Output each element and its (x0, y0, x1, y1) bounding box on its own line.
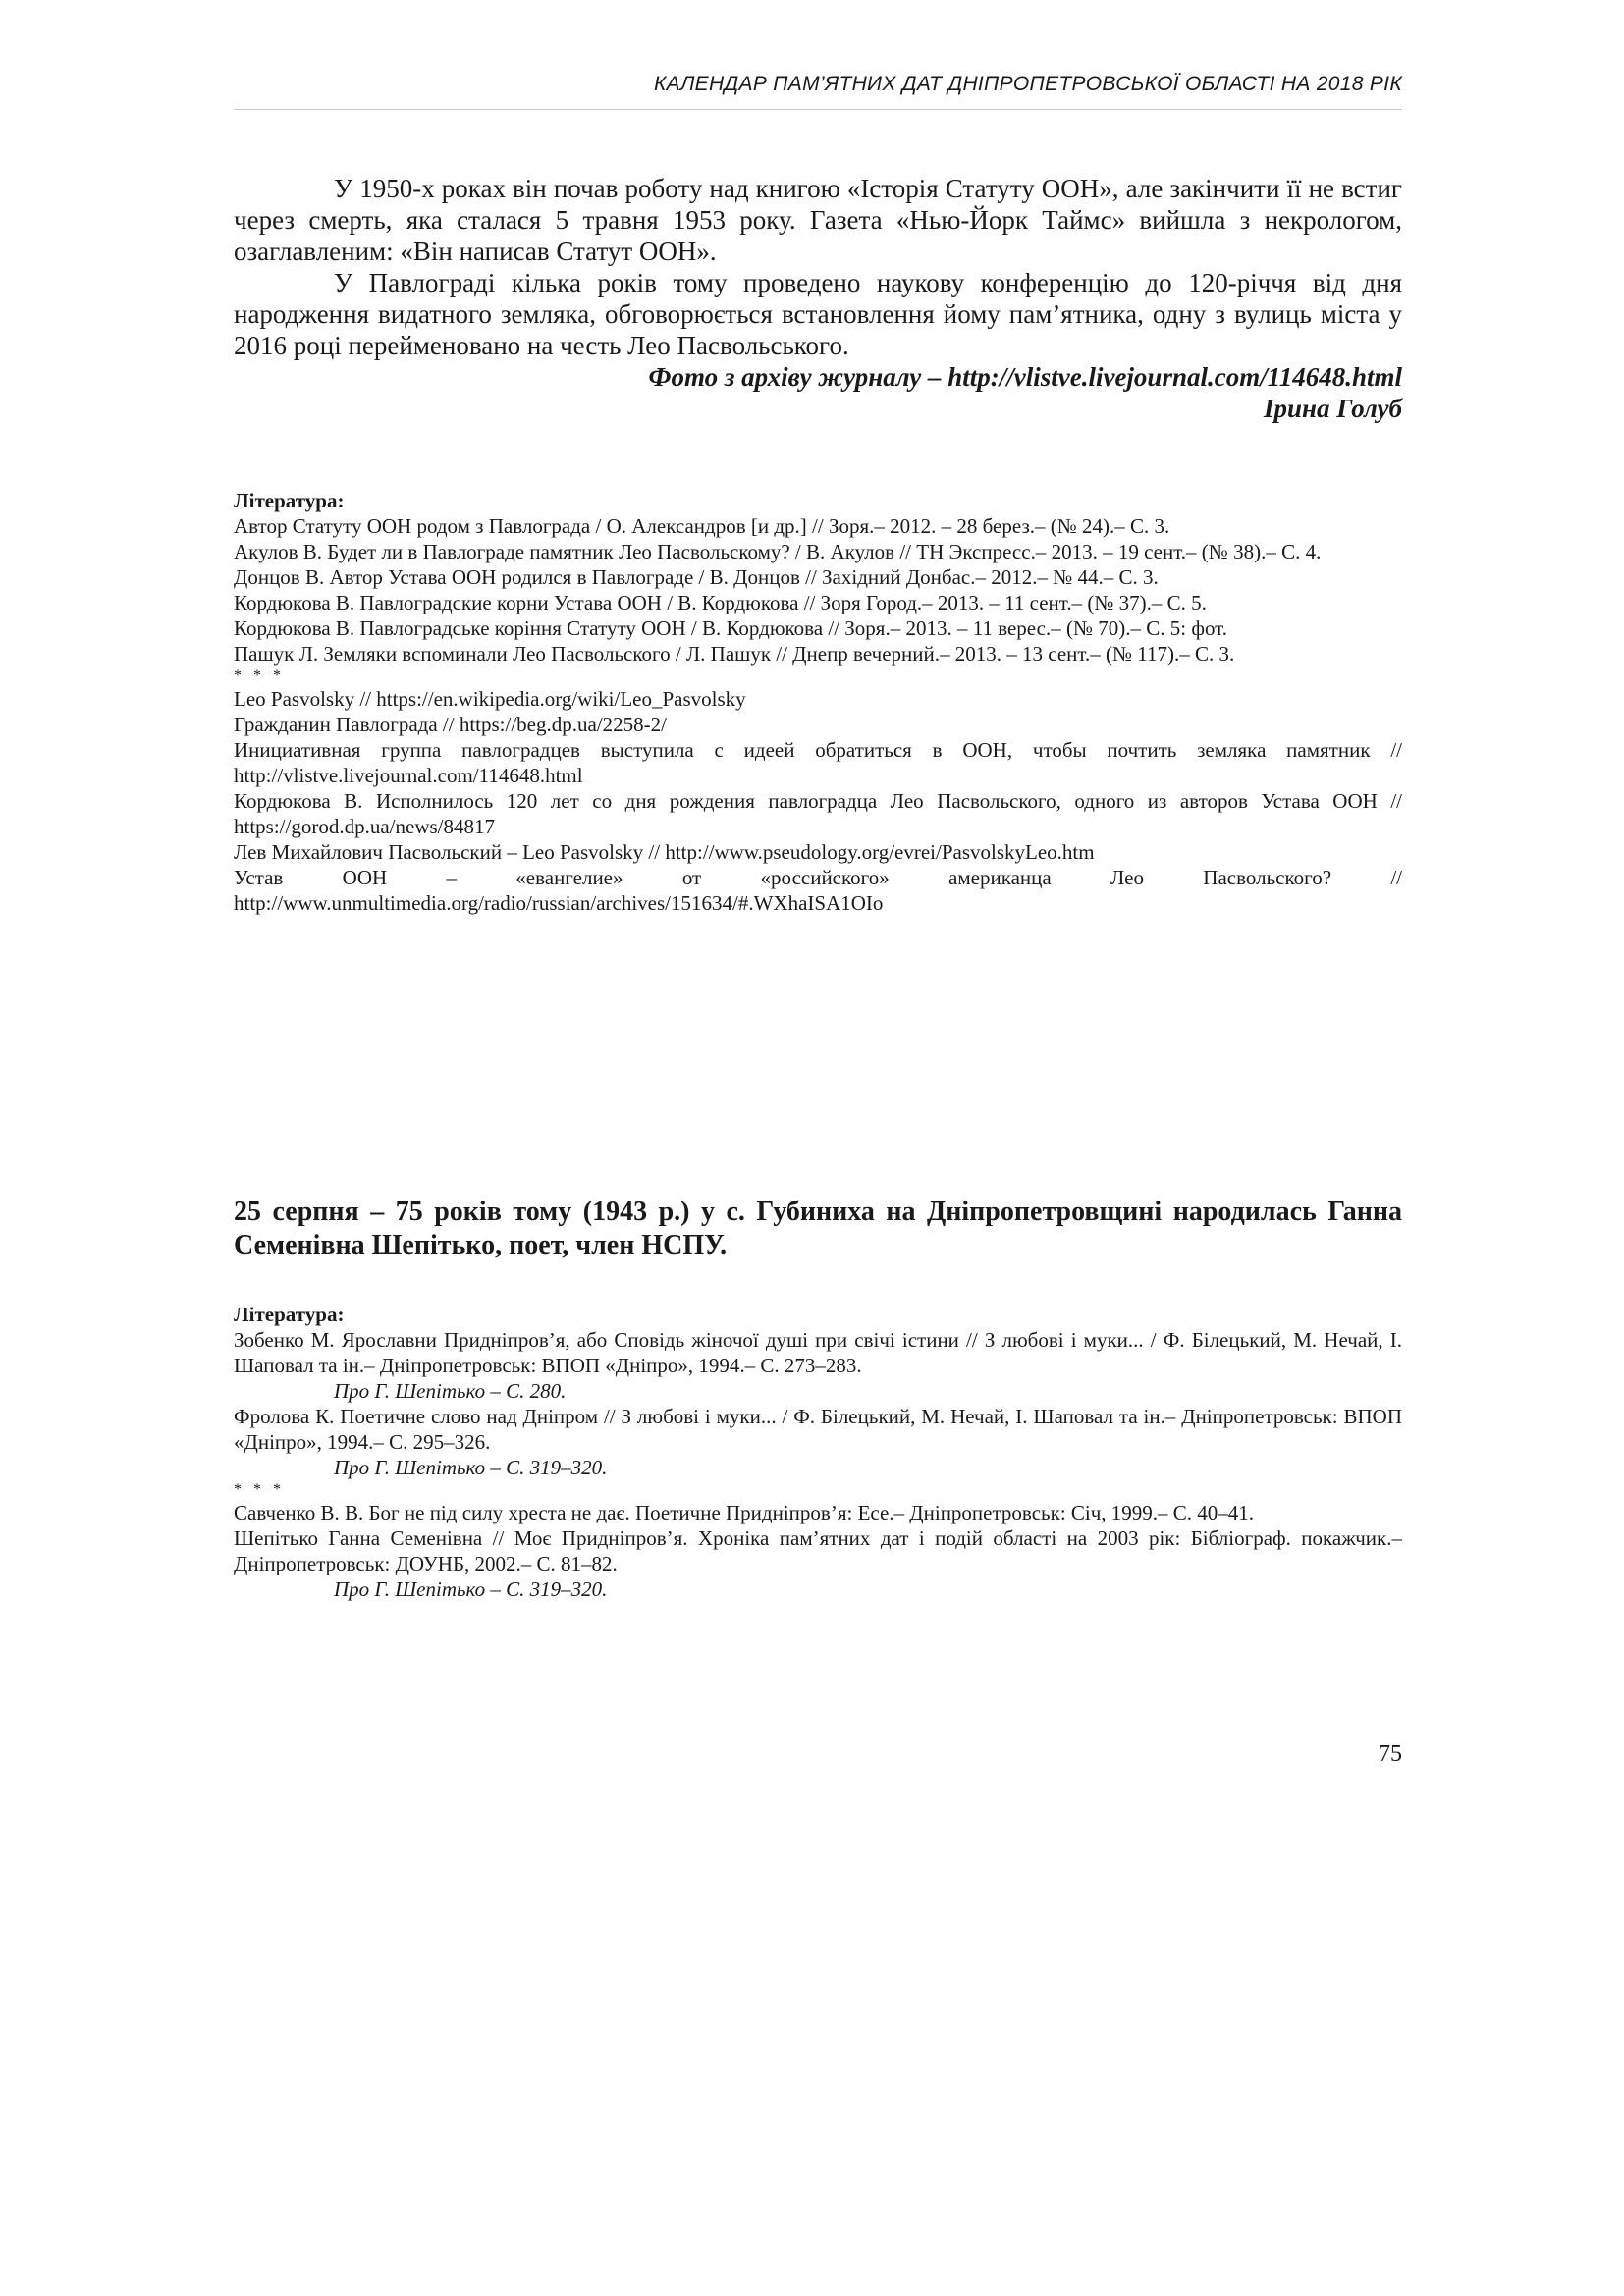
document-page (234, 0, 1402, 2296)
web-resource-item: Кордюкова В. Исполнилось 120 лет со дня рождения павлоградца Лео Пасвольского, одного из авторов Устава ООН // https://gorod.dp.ua/news/84817 (234, 789, 1402, 838)
literature-item: Шепітько Ганна Семенівна // Моє Придніпров’я. Хроніка пам’ятних дат і подій області на 2003 рік: Бібліограф. покажчик.– Дніпропетровськ: ДОУНБ, 2002.– С. 81–82. (234, 1526, 1402, 1575)
literature-item: Автор Статуту ООН родом з Павлограда / О. Александров [и др.] // Зоря.– 2012. – 28 берез.– (№ 24).– С. 3. (234, 514, 1170, 538)
section-separator: * * * (234, 1481, 285, 1498)
intro-paragraph: У Павлограді кілька років тому проведено наукову конференцію до 120-річчя від дня народження видатного земляка, обговорюється встановлення йому пам’ятника, одну з вулиць міста у 2016 році перейменовано на честь Лео Пасвольського. (234, 268, 1402, 360)
literature-section (234, 1302, 1402, 1602)
literature-heading: Література: (234, 489, 345, 512)
literature-item: Акулов В. Будет ли в Павлограде памятник Лео Пасвольскому? / В. Акулов // ТН Экспресс.– 2013. – 19 сент.– (№ 38).– С. 4. (234, 540, 1322, 563)
web-resource-item: Лев Михайлович Пасвольский – Leo Pasvolsky // http://www.pseudology.org/evrei/PasvolskyLeo.htm (234, 840, 1095, 864)
web-resource-item: Инициативная группа павлоградцев выступила с идеей обратиться в ООН, чтобы почтить земляка памятник // http://vlistve.livejournal.com/114648.html (234, 738, 1402, 787)
web-resource-item: Гражданин Павлограда // https://beg.dp.ua/2258-2/ (234, 713, 667, 736)
literature-item: Зобенко М. Ярославни Придніпров’я, або Сповідь жіночої душі при свічі істини // З любові і муки... / Ф. Білецький, М. Нечай, І. Шаповал та ін.– Дніпропетровськ: ВПОП «Дніпро», 1994.– С. 273–283. (234, 1328, 1402, 1377)
web-resource-item: Устав ООН – «евангелие» от «российского» американца Лео Пасвольского? // http://www.unmultimedia.org/radio/russian/archives/151634/#.WXhaISA1OIo (234, 866, 1402, 915)
header-divider (234, 109, 1402, 110)
literature-item: Донцов В. Автор Устава ООН родился в Павлограде / В. Донцов // Західний Донбас.– 2012.– № 44.– С. 3. (234, 565, 1159, 589)
literature-item: Кордюкова В. Павлоградське коріння Статуту ООН / В. Кордюкова // Зоря.– 2013. – 11 верес.– (№ 70).– С. 5: фот. (234, 616, 1228, 640)
web-resource-item: Leo Pasvolsky // https://en.wikipedia.org/wiki/Leo_Pasvolsky (234, 687, 746, 711)
literature-item: Фролова К. Поетичне слово над Дніпром // З любові і муки... / Ф. Білецький, М. Нечай, І. Шаповал та ін.– Дніпропетровськ: ВПОП «Дніпро», 1994.– С. 295–326. (234, 1405, 1402, 1454)
literature-note: Про Г. Шепітько – С. 319–320. (334, 1577, 608, 1601)
literature-section (234, 488, 1402, 916)
literature-heading: Література: (234, 1303, 345, 1326)
literature-item: Кордюкова В. Павлоградские корни Устава ООН / В. Кордюкова // Зоря Город.– 2013. – 11 сент.– (№ 37).– С. 5. (234, 591, 1207, 614)
literature-note: Про Г. Шепітько – С. 280. (334, 1379, 567, 1403)
event-title: 25 серпня – 75 років тому (1943 р.) у с. Губиниха на Дніпропетровщині народилась Ганна Семенівна Шепітько, поет, член НСПУ. (234, 1197, 1402, 1260)
page-number: 75 (1379, 1741, 1402, 1767)
literature-item: Савченко В. В. Бог не під силу хреста не дає. Поетичне Придніпров’я: Есе.– Дніпропетровськ: Січ, 1999.– С. 40–41. (234, 1501, 1255, 1524)
web-resources-list (234, 686, 1402, 916)
literature-list (234, 1327, 1402, 1480)
photo-credit: Фото з архіву журналу – http://vlistve.livejournal.com/114648.html (648, 362, 1402, 392)
intro-section (234, 173, 1402, 424)
section-separator: * * * (234, 667, 285, 684)
literature-note: Про Г. Шепітько – С. 319–320. (334, 1456, 608, 1479)
literature-list (234, 1500, 1402, 1602)
event-section (234, 1196, 1402, 1262)
article-author: Ірина Голуб (1264, 394, 1402, 423)
running-header: КАЛЕНДАР ПАМ’ЯТНИХ ДАТ ДНІПРОПЕТРОВСЬКОЇ ОБЛАСТІ НА 2018 РІК (653, 73, 1402, 95)
literature-item: Пашук Л. Земляки вспоминали Лео Пасвольского / Л. Пашук // Днепр вечерний.– 2013. – 13 сент.– (№ 117).– С. 3. (234, 642, 1235, 666)
literature-list (234, 513, 1402, 667)
intro-paragraph: У 1950-х роках він почав роботу над книгою «Історія Статуту ООН», але закінчити її не встиг через смерть, яка сталася 5 травня 1953 року. Газета «Нью-Йорк Таймс» вийшла з некрологом, озаглавленим: «Він написав Статут ООН». (234, 174, 1402, 266)
